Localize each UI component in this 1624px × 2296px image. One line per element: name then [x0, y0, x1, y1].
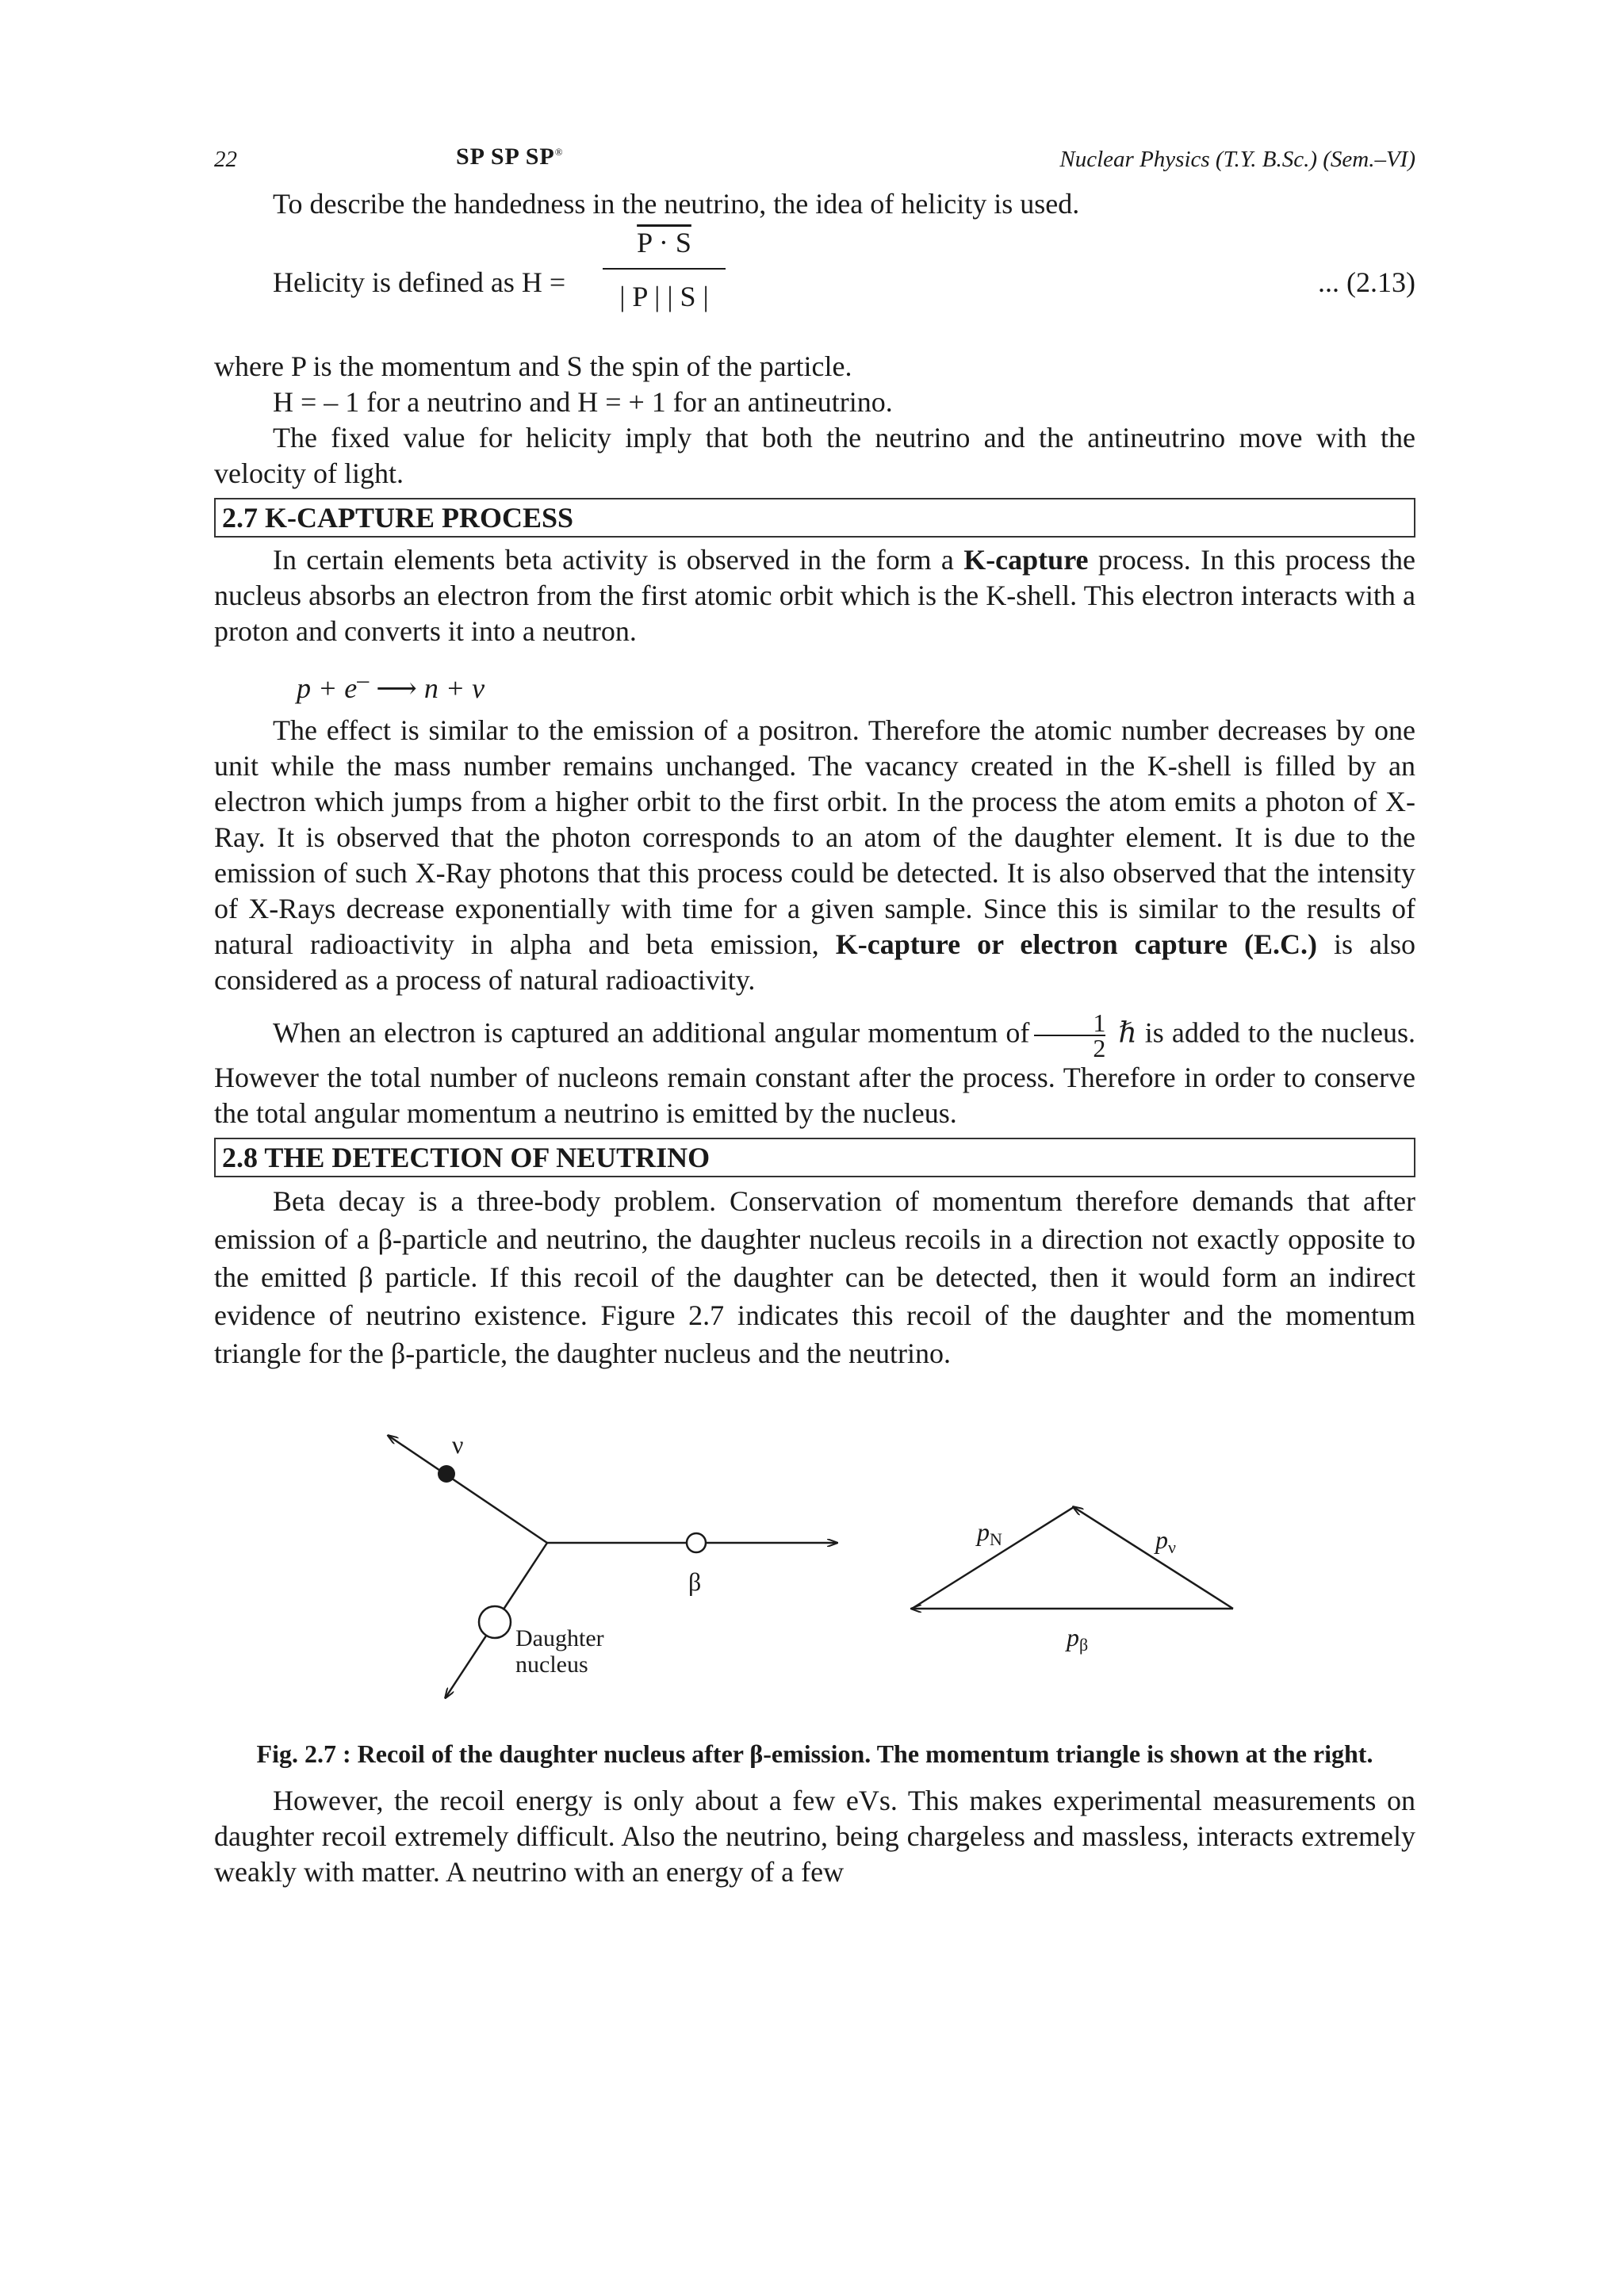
k-capture-para-2	[214, 713, 1415, 998]
beta-circle	[687, 1533, 706, 1552]
figure-2-7	[214, 1388, 1415, 1729]
equation-number: ... (2.13)	[1318, 266, 1415, 298]
pbeta-label: pβ	[1067, 1623, 1089, 1655]
beta-label: β	[688, 1567, 702, 1596]
helicity-denominator: | P | | S |	[619, 281, 709, 312]
k-capture-para-3	[214, 1008, 1416, 1131]
running-title: Nuclear Physics (T.Y. B.Sc.) (Sem.–VI)	[1059, 147, 1415, 172]
bold-term: K-capture	[963, 544, 1089, 576]
bold-term: K-capture or electron capture (E.C.)	[835, 928, 1317, 960]
nu-label: ν	[452, 1430, 464, 1459]
text-run: In certain elements beta activity is observed in the form a	[273, 544, 964, 576]
figure-caption: Fig. 2.7 : Recoil of the daughter nucleus after β-emission. The momentum triangle is shown at the right.	[256, 1739, 1373, 1768]
page	[214, 139, 1415, 1890]
helicity-def-label: Helicity is defined as H =	[273, 266, 566, 298]
publisher-logo	[456, 144, 564, 170]
helicity-values: H = – 1 for a neutrino and H = + 1 for an antineutrino.	[273, 386, 893, 418]
where-line: where P is the momentum and S the spin of the particle.	[214, 350, 852, 382]
logo-text: SP SP SP	[456, 144, 555, 170]
detection-para-2: However, the recoil energy is only about a few eVs. This makes experimental measurements on daughter recoil extremely difficult. Also the neutrino, being chargeless and massless, interacts extremely weakly with matter. A neutrino with an energy of a few	[214, 1785, 1415, 1888]
helicity-intro: To describe the handedness in the neutrino, the idea of helicity is used.	[273, 188, 1080, 220]
frac-den: 2	[1034, 1035, 1105, 1060]
section-heading-2-7: 2.7 K-CAPTURE PROCESS	[214, 498, 1415, 538]
text-run: is also considered as a process of natural radioactivity.	[214, 928, 1415, 996]
page-header	[214, 139, 1415, 186]
neutrino-dot	[438, 1465, 455, 1483]
reaction-arrow: ⟶	[376, 672, 417, 704]
text-run: is added to the nucleus. However the total number of nucleons remain constant after the process. Therefore in order to conserve the total angular momentum a neutrino is emitted by the nucleus.	[214, 1016, 1416, 1129]
page-number: 22	[214, 147, 237, 172]
daughter-label-2: nucleus	[515, 1651, 588, 1678]
pnu-label: pν	[1155, 1525, 1176, 1557]
pN-label: pN	[977, 1517, 1002, 1549]
triangle-left-pN	[912, 1507, 1074, 1609]
reaction-charge: –	[357, 667, 370, 693]
reaction-rhs: n + ν	[423, 672, 485, 704]
k-capture-reaction	[297, 660, 1415, 708]
helicity-numerator: P · S	[637, 227, 691, 258]
helicity-fixed-value: The fixed value for helicity imply that both the neutrino and the antineutrino move with the velocity of light.	[214, 422, 1415, 489]
k-capture-para-1	[214, 542, 1415, 649]
frac-num: 1	[1093, 1008, 1106, 1037]
hbar-symbol: ℏ	[1118, 1016, 1137, 1049]
text-run: The effect is similar to the emission of a positron. Therefore the atomic number decreases by one unit while the mass number remains unchanged. The vacancy created in the K-shell is filled by an electron which jumps from a higher orbit to the first orbit. In the process the atom emits a photon of X-Ray. It is observed that the photon corresponds to an atom of the daughter element. It is due to the emission of such X-Ray photons that this process could be detected. It is also observed that the intensity of X-Rays decrease exponentially with time for a given sample. Since this is similar to the results of natural radioactivity in alpha and beta emission,	[214, 714, 1415, 960]
detection-para-1: Beta decay is a three-body problem. Conservation of momentum therefore demands that after emission of a β-particle and neutrino, the daughter nucleus recoils in a direction not exactly opposite to the emitted β particle. If this recoil of the daughter can be detected, then it would form an indirect evidence of neutrino existence. Figure 2.7 indicates this recoil of the daughter and the momentum triangle for the β-particle, the daughter nucleus and the neutrino.	[214, 1185, 1415, 1369]
reaction-lhs: p + e	[297, 672, 358, 704]
fraction-bar	[603, 268, 726, 270]
daughter-circle	[479, 1606, 511, 1638]
text-run: When an electron is captured an additional angular momentum of	[273, 1016, 1030, 1049]
section-heading-2-8: 2.8 THE DETECTION OF NEUTRINO	[214, 1138, 1415, 1177]
text-run: process. In this process the nucleus absorbs an electron from the first atomic orbit which is the K-shell. This electron interacts with a proton and converts it into a neutron.	[214, 544, 1415, 647]
helicity-fraction	[603, 222, 726, 317]
helicity-equation	[214, 222, 1415, 349]
logo-registered: ®	[554, 146, 564, 158]
daughter-label-1: Daughter	[515, 1625, 604, 1651]
neutrino-track	[389, 1436, 547, 1543]
recoil-diagram	[214, 1388, 1415, 1729]
half-fraction	[1034, 1008, 1106, 1062]
triangle-right-pnu	[1074, 1507, 1233, 1609]
